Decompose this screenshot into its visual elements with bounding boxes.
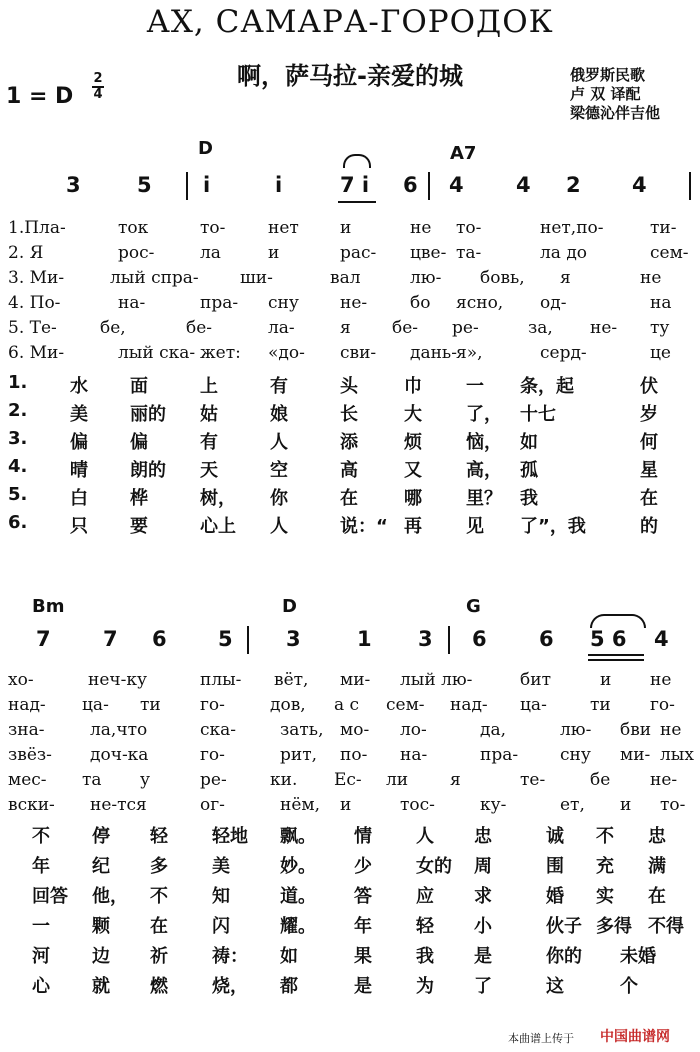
lyric-syllable: 妙。 [280, 856, 316, 877]
lyric-syllable: 轻地 [212, 826, 248, 847]
lyric-syllable: ла до [540, 243, 588, 263]
lyric-syllable: 答 [354, 886, 372, 907]
credit-guitar: 梁德沁伴吉他 [570, 104, 661, 122]
lyric-syllable: ла [200, 243, 221, 263]
lyric-syllable: на- [400, 745, 428, 765]
lyric-syllable: то- [456, 218, 482, 238]
lyric-syllable: 忠 [474, 826, 492, 847]
lyric-syllable: 你的 [546, 946, 582, 967]
lyric-syllable: 就 [92, 976, 110, 997]
barline [186, 172, 188, 200]
lyric-syllable: 果 [354, 946, 372, 967]
lyric-syllable: 烦 [404, 432, 422, 453]
lyric-syllable: 里？ [466, 488, 502, 509]
lyric-syllable: и [620, 795, 632, 815]
lyric-syllable: 纪 [92, 856, 110, 877]
lyric-syllable: не [660, 720, 682, 740]
note: i [275, 173, 283, 197]
lyric-syllable: нём, [280, 795, 321, 815]
lyric-syllable: 恼， [466, 432, 502, 453]
lyric-syllable: ши- [240, 268, 273, 288]
lyric-syllable: 个 [620, 976, 638, 997]
lyric-syllable: 头 [340, 376, 358, 397]
lyric-syllable: лый спра- [110, 268, 199, 288]
lyric-syllable: 树， [200, 488, 236, 509]
lyric-syllable: вски- [8, 795, 55, 815]
lyric-syllable: 应 [416, 886, 434, 907]
lyric-syllable: 6. Ми- [8, 343, 65, 363]
lyric-syllable: ог- [200, 795, 225, 815]
lyric-syllable: 我 [520, 488, 538, 509]
lyric-syllable: по- [340, 745, 368, 765]
lyric-syllable: 大 [404, 404, 422, 425]
lyric-syllable: 3. Ми- [8, 268, 65, 288]
note: 5 [218, 627, 233, 651]
lyric-syllable: то- [200, 218, 226, 238]
note: 2 [566, 173, 581, 197]
lyric-syllable: и [268, 243, 280, 263]
time-signature-bottom: 4 [93, 87, 103, 102]
lyric-syllable: 轻 [150, 826, 168, 847]
chord-g: G [466, 596, 481, 617]
lyric-syllable: 的 [640, 516, 658, 537]
lyric-syllable: 情 [354, 826, 372, 847]
chord-d: D [198, 138, 213, 159]
lyric-syllable: бви [620, 720, 652, 740]
beam-underline [588, 654, 644, 656]
lyric-syllable: та- [456, 243, 482, 263]
slur-icon [590, 614, 646, 628]
lyric-syllable: 河 [32, 946, 50, 967]
lyric-syllable: 高 [340, 460, 358, 481]
lyric-syllable: сну [560, 745, 591, 765]
lyric-syllable: ло- [400, 720, 427, 740]
lyric-syllable: неч-ку [88, 670, 148, 690]
lyric-syllable: 颗 [92, 916, 110, 937]
lyric-syllable: 多得 [596, 916, 632, 937]
lyric-syllable: рит, [280, 745, 318, 765]
lyric-syllable: 年 [354, 916, 372, 937]
lyric-syllable: 孤 [520, 460, 538, 481]
lyric-syllable: го- [200, 695, 225, 715]
lyric-syllable: 上 [200, 376, 218, 397]
lyric-syllable: 丽的 [130, 404, 166, 425]
lyric-syllable: 停 [92, 826, 110, 847]
lyric-syllable: мес- [8, 770, 47, 790]
lyric-syllable: ку- [480, 795, 507, 815]
lyric-syllable: бо [410, 293, 431, 313]
lyric-syllable: 实 [596, 886, 614, 907]
lyric-syllable: 你 [270, 488, 288, 509]
note: 7 [36, 627, 51, 651]
lyric-syllable: дов, [270, 695, 306, 715]
lyric-syllable: зна- [8, 720, 45, 740]
lyric-syllable: 只 [70, 516, 88, 537]
lyric-syllable: 美 [70, 404, 88, 425]
lyric-syllable: 了 [474, 976, 492, 997]
lyric-syllable: не [640, 268, 662, 288]
lyric-syllable: 高， [466, 460, 502, 481]
lyric-syllable: 他， [92, 886, 128, 907]
lyric-syllable: 娘 [270, 404, 288, 425]
lyric-syllable: 1.Пла- [8, 218, 66, 238]
lyric-syllable: 不 [32, 826, 50, 847]
lyric-syllable: 长 [340, 404, 358, 425]
note: 5 [137, 173, 152, 197]
lyric-syllable: за, [528, 318, 553, 338]
lyric-syllable: од- [540, 293, 567, 313]
lyric-syllable: 燃 [150, 976, 168, 997]
lyric-syllable: «до- [268, 343, 305, 363]
lyric-syllable: 年 [32, 856, 50, 877]
time-signature [92, 72, 104, 102]
lyric-syllable: 天 [200, 460, 218, 481]
lyric-syllable: 白 [70, 488, 88, 509]
lyric-syllable: 未婚 [620, 946, 656, 967]
lyric-syllable: ла- [268, 318, 295, 338]
note: 6 [539, 627, 554, 651]
lyric-syllable: не [410, 218, 432, 238]
chord-bm: Bm [32, 596, 65, 617]
lyric-syllable: 求 [474, 886, 492, 907]
lyric-syllable: 朗的 [130, 460, 166, 481]
lyric-syllable: 小 [474, 916, 492, 937]
lyric-syllable: я [340, 318, 351, 338]
lyric-syllable: 道。 [280, 886, 316, 907]
lyric-syllable: 要 [130, 516, 148, 537]
lyric-syllable: 5. Те- [8, 318, 57, 338]
lyric-syllable: бовь, [480, 268, 525, 288]
lyric-syllable: сви- [340, 343, 377, 363]
lyric-syllable: у [140, 770, 151, 790]
lyric-syllable: цве- [410, 243, 447, 263]
lyric-syllable: вал [330, 268, 361, 288]
note: 4 [632, 173, 647, 197]
lyric-syllable: те- [520, 770, 546, 790]
note: 4 [516, 173, 531, 197]
lyric-syllable: 人 [270, 432, 288, 453]
lyric-syllable: бе- [392, 318, 419, 338]
lyric-syllable: 说：“ [340, 516, 388, 537]
lyric-syllable: 女的 [416, 856, 452, 877]
lyric-syllable: ца- [520, 695, 547, 715]
lyric-syllable: 在 [340, 488, 358, 509]
lyric-syllable: 4. [8, 456, 28, 477]
lyric-syllable: сем- [650, 243, 689, 263]
lyric-syllable: бе [590, 770, 611, 790]
lyric-syllable: лый ска- [118, 343, 196, 363]
lyric-syllable: го- [650, 695, 675, 715]
barline [428, 172, 430, 200]
lyric-syllable: 见 [466, 516, 484, 537]
note: 1 [357, 627, 372, 651]
lyric-syllable: 3. [8, 428, 28, 449]
lyric-syllable: бит [520, 670, 551, 690]
lyric-syllable: пра- [200, 293, 239, 313]
lyric-syllable: тос- [400, 795, 435, 815]
lyric-syllable: 不得 [648, 916, 684, 937]
lyric-syllable: 美 [212, 856, 230, 877]
lyric-syllable: не- [340, 293, 368, 313]
lyric-syllable: 偏 [70, 432, 88, 453]
lyric-syllable: 人 [270, 516, 288, 537]
lyric-syllable: дань- [410, 343, 457, 363]
lyric-syllable: нет [268, 218, 299, 238]
lyric-syllable: 条，起 [520, 376, 574, 397]
lyric-syllable: 伙子 [546, 916, 582, 937]
lyric-syllable: нет,по- [540, 218, 604, 238]
lyric-syllable: 这 [546, 976, 564, 997]
lyric-syllable: ре- [200, 770, 227, 790]
lyric-syllable: ти- [650, 218, 677, 238]
lyric-syllable: доч-ка [90, 745, 149, 765]
lyric-syllable: звёз- [8, 745, 52, 765]
title-chinese: 啊，萨马拉-亲爱的城 [237, 62, 463, 90]
lyric-syllable: пра- [480, 745, 519, 765]
lyric-syllable: не- [650, 770, 678, 790]
lyric-syllable: 如 [520, 432, 538, 453]
lyric-syllable: жет: [200, 343, 241, 363]
lyric-syllable: 满 [648, 856, 666, 877]
lyric-syllable: 少 [354, 856, 372, 877]
lyric-syllable: ти [140, 695, 161, 715]
lyric-syllable: мо- [340, 720, 370, 740]
note: 3 [418, 627, 433, 651]
lyric-syllable: 祷： [212, 946, 248, 967]
lyric-syllable: 轻 [416, 916, 434, 937]
key-signature: 1 = D [6, 84, 74, 109]
lyric-syllable: 伏 [640, 376, 658, 397]
lyric-syllable: и [340, 795, 352, 815]
lyric-syllable: ца- [82, 695, 109, 715]
lyric-syllable: 水 [70, 376, 88, 397]
lyric-syllable: 5. [8, 484, 28, 505]
lyric-syllable: зать, [280, 720, 324, 740]
lyric-syllable: 充 [596, 856, 614, 877]
note: 6 [152, 627, 167, 651]
lyric-syllable: 在 [648, 886, 666, 907]
fermata-icon [343, 154, 371, 168]
lyric-syllable: 巾 [404, 376, 422, 397]
lyric-syllable: рос- [118, 243, 155, 263]
lyric-syllable: 心上 [200, 516, 236, 537]
lyric-syllable: 都 [280, 976, 298, 997]
lyric-syllable: 又 [404, 460, 422, 481]
beam-underline [338, 201, 376, 203]
lyric-syllable: 星 [640, 460, 658, 481]
lyric-syllable: 哪 [404, 488, 422, 509]
barline [448, 626, 450, 654]
credit-origin: 俄罗斯民歌 [570, 66, 646, 84]
lyric-syllable: я», [456, 343, 483, 363]
lyric-syllable: вёт, [274, 670, 309, 690]
lyric-syllable: 面 [130, 376, 148, 397]
lyric-syllable: то- [660, 795, 686, 815]
lyric-syllable: 在 [640, 488, 658, 509]
lyric-syllable: 在 [150, 916, 168, 937]
lyric-syllable: 为 [416, 976, 434, 997]
lyric-syllable: ми- [340, 670, 371, 690]
lyric-syllable: 十七 [520, 404, 556, 425]
lyric-syllable: 添 [340, 432, 358, 453]
note: 3 [286, 627, 301, 651]
note: 4 [654, 627, 669, 651]
lyric-syllable: лый лю- [400, 670, 473, 690]
lyric-syllable: 边 [92, 946, 110, 967]
note: 7 i [340, 173, 370, 197]
lyric-syllable: 何 [640, 432, 658, 453]
lyric-syllable: ти [590, 695, 611, 715]
lyric-syllable: 烧， [212, 976, 248, 997]
lyric-syllable: не- [590, 318, 618, 338]
lyric-syllable: 一 [32, 916, 50, 937]
note: 7 [103, 627, 118, 651]
lyric-syllable: ла,что [90, 720, 148, 740]
lyric-syllable: 不 [150, 886, 168, 907]
lyric-syllable: и [600, 670, 612, 690]
lyric-syllable: 了， [466, 404, 502, 425]
lyric-syllable: сем- [386, 695, 425, 715]
lyric-syllable: ясно, [456, 293, 504, 313]
note: 5 6 [590, 627, 627, 651]
barline [689, 172, 691, 200]
lyric-syllable: а с [334, 695, 360, 715]
lyric-syllable: 偏 [130, 432, 148, 453]
lyric-syllable: та [82, 770, 102, 790]
barline [247, 626, 249, 654]
lyric-syllable: ту [650, 318, 670, 338]
lyric-syllable: хо- [8, 670, 34, 690]
lyric-syllable: 4. По- [8, 293, 61, 313]
lyric-syllable: на- [118, 293, 146, 313]
lyric-syllable: ре- [452, 318, 479, 338]
lyric-syllable: 我 [416, 946, 434, 967]
site-logo: 中国曲谱网 [600, 1029, 670, 1045]
lyric-syllable: 忠 [648, 826, 666, 847]
lyric-syllable: го- [200, 745, 225, 765]
note: 6 [472, 627, 487, 651]
note: 6 [403, 173, 418, 197]
lyric-syllable: ки. [270, 770, 298, 790]
credit-translator: 卢 双 译配 [570, 85, 641, 103]
lyric-syllable: 飘。 [280, 826, 316, 847]
lyric-syllable: бе- [186, 318, 213, 338]
lyric-syllable: я [450, 770, 461, 790]
lyric-syllable: 有 [270, 376, 288, 397]
time-signature-top: 2 [93, 71, 103, 86]
lyric-syllable: 6. [8, 512, 28, 533]
lyric-syllable: не [650, 670, 672, 690]
lyric-syllable: це [650, 343, 671, 363]
lyric-syllable: сну [268, 293, 299, 313]
lyric-syllable: Ес- [334, 770, 362, 790]
lyric-syllable: да, [480, 720, 507, 740]
lyric-syllable: 空 [270, 460, 288, 481]
lyric-syllable: серд- [540, 343, 587, 363]
lyric-syllable: 有 [200, 432, 218, 453]
lyric-syllable: 周 [474, 856, 492, 877]
lyric-syllable: 晴 [70, 460, 88, 481]
beam-underline [588, 659, 644, 661]
lyric-syllable: над- [8, 695, 46, 715]
lyric-syllable: 闪 [212, 916, 230, 937]
lyric-syllable: 心 [32, 976, 50, 997]
lyric-syllable: 不 [596, 826, 614, 847]
lyric-syllable: 知 [212, 886, 230, 907]
lyric-syllable: лю- [560, 720, 592, 740]
lyric-syllable: бе, [100, 318, 126, 338]
lyric-syllable: лю- [410, 268, 442, 288]
lyric-syllable: 2. [8, 400, 28, 421]
lyric-syllable: 回答 [32, 886, 68, 907]
lyric-syllable: 岁 [640, 404, 658, 425]
lyric-syllable: 婚 [546, 886, 564, 907]
lyric-syllable: 姑 [200, 404, 218, 425]
lyric-syllable: 人 [416, 826, 434, 847]
lyric-syllable: 桦 [130, 488, 148, 509]
lyric-syllable: ток [118, 218, 149, 238]
lyric-syllable: 是 [474, 946, 492, 967]
lyric-syllable: не-тся [90, 795, 147, 815]
lyric-syllable: 围 [546, 856, 564, 877]
lyric-syllable: ми- [620, 745, 651, 765]
lyric-syllable: над- [450, 695, 488, 715]
lyric-syllable: 如 [280, 946, 298, 967]
lyric-syllable: 祈 [150, 946, 168, 967]
lyric-syllable: ска- [200, 720, 237, 740]
lyric-syllable: плы- [200, 670, 242, 690]
note: i [203, 173, 211, 197]
lyric-syllable: лых [660, 745, 694, 765]
lyric-syllable: 了”，我 [520, 516, 586, 537]
lyric-syllable: 是 [354, 976, 372, 997]
chord-d: D [282, 596, 297, 617]
lyric-syllable: я [560, 268, 571, 288]
note: 4 [449, 173, 464, 197]
note: 3 [66, 173, 81, 197]
lyric-syllable: на [650, 293, 672, 313]
upload-note: 本曲谱上传于 [508, 1032, 574, 1045]
lyric-syllable: 耀。 [280, 916, 316, 937]
lyric-syllable: ли [386, 770, 409, 790]
lyric-syllable: 1. [8, 372, 28, 393]
lyric-syllable: и [340, 218, 352, 238]
lyric-syllable: ет, [560, 795, 585, 815]
lyric-syllable: рас- [340, 243, 377, 263]
lyric-syllable: 一 [466, 376, 484, 397]
chord-a7: A7 [450, 143, 477, 164]
lyric-syllable: 2. Я [8, 243, 44, 263]
title-russian: АХ, САМАРА-ГОРОДОК [146, 4, 554, 40]
lyric-syllable: 诚 [546, 826, 564, 847]
lyric-syllable: 多 [150, 856, 168, 877]
lyric-syllable: 再 [404, 516, 422, 537]
